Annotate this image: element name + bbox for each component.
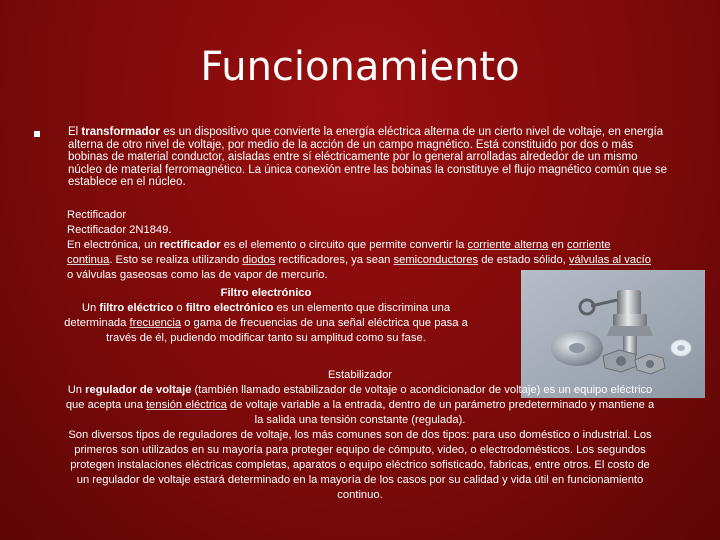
bold-term: regulador de voltaje	[85, 384, 192, 396]
link-tension-electrica[interactable]: tensión eléctrica	[146, 399, 227, 411]
link-semiconductores[interactable]: semiconductores	[393, 254, 479, 266]
link-corriente-alterna[interactable]: corriente alterna	[467, 239, 549, 251]
text: o	[173, 302, 186, 314]
text: es un elemento que discrimina una determinada	[64, 302, 451, 329]
bold-term: transformador	[81, 126, 161, 138]
link-valvulas-al-vacio[interactable]: válvulas al vacío	[568, 254, 651, 266]
text: Un	[81, 302, 100, 314]
text: (también llamado estabilizador de voltaje o acondicionador de voltaje) es un equipo eléctrico que acepta una	[65, 384, 653, 411]
text: El	[68, 126, 82, 138]
filtro-section	[64, 286, 468, 346]
bold-term: rectificador	[159, 239, 221, 251]
text: Rectificador 2N1849.	[67, 224, 172, 236]
text: rectificadores, ya sean	[275, 254, 394, 266]
text: de estado sólido,	[478, 254, 569, 266]
estabilizador-section	[64, 368, 656, 503]
text: Son diversos tipos de reguladores de voltaje, los más comunes son de dos tipos: para uso doméstico o industrial. Los primeros son utilizados en su mayoría para proteger equipo de cómputo, video, o electrodomésticos. Los segundos protegen instalaciones eléctricas completas, aparatos o equipo eléctrico sofisticado, fabricas, entre otros. El costo de un regulador de voltaje estará determinado en la mayoría de los casos por su calidad y vida útil en funcionamiento continuo.	[68, 429, 652, 501]
transformador-paragraph	[68, 126, 668, 189]
text: . Esto se realiza utilizando	[109, 254, 243, 266]
text: Un	[67, 384, 86, 396]
bold-term: filtro electrónico	[185, 302, 274, 314]
text: es el elemento o circuito que permite convertir la	[220, 239, 468, 251]
text: de voltaje variable a la entrada, dentro de un parámetro predeterminado y mantiene a la salida una tensión constante (regulada).	[226, 399, 655, 426]
link-diodos[interactable]: diodos	[242, 254, 276, 266]
link-corriente-continua[interactable]: corriente continua	[67, 239, 611, 266]
text: o gama de frecuencias de una señal eléctrica que pasa a través de él, pudiendo modificar tanto su amplitud como su fase.	[106, 317, 468, 344]
slide-title: Funcionamiento	[200, 44, 520, 90]
section-heading: Rectificador	[67, 209, 127, 221]
text: es un dispositivo que convierte la energía eléctrica alterna de un cierto nivel de voltaje, en energía alterna de otro nivel de voltaje, por medio de la acción de un campo magnético. Está constituido por dos o más bobinas de material conductor, aisladas entre sí eléctricamente por lo general arrolladas alrededor de un mismo núcleo de material ferromagnético. La única conexión entre las bobinas la constituye el flujo magnético común que se establece en el núcleo.	[68, 126, 667, 189]
text: o válvulas gaseosas como las de vapor de mercurio.	[67, 269, 328, 281]
section-heading: Estabilizador	[327, 369, 393, 381]
bullet-square-icon	[34, 131, 40, 137]
text: en	[548, 239, 567, 251]
text: En electrónica, un	[67, 239, 160, 251]
section-heading: Filtro electrónico	[220, 287, 312, 299]
link-frecuencia[interactable]: frecuencia	[129, 317, 182, 329]
bold-term: filtro eléctrico	[99, 302, 174, 314]
